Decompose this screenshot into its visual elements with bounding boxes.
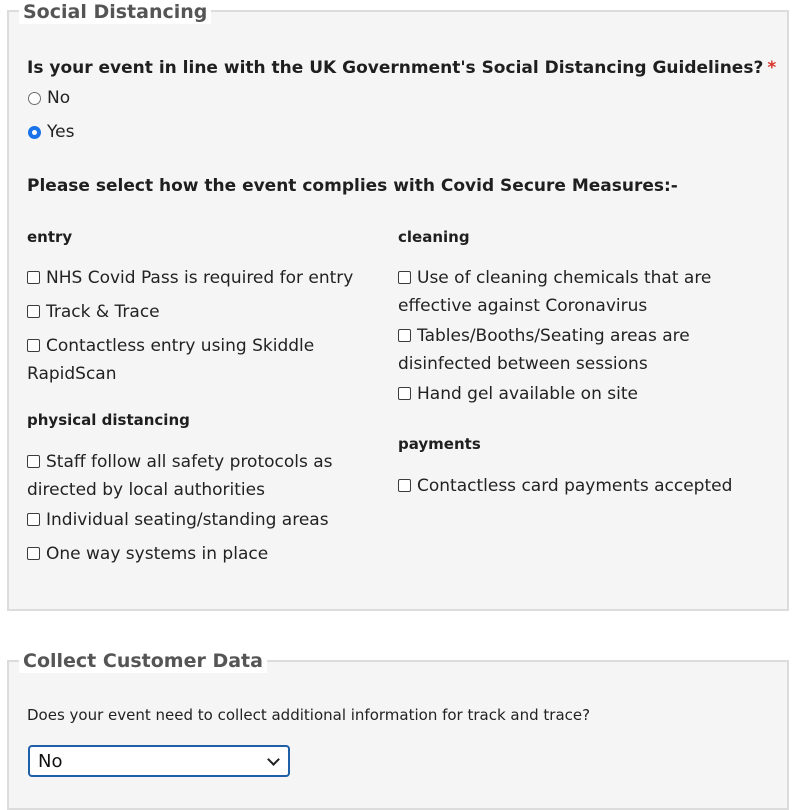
checkbox-label[interactable]: One way systems in place xyxy=(46,544,269,564)
collect-customer-data-legend: Collect Customer Data xyxy=(19,649,267,673)
checkbox-label[interactable]: Use of cleaning chemicals that are effective against Coronavirus xyxy=(398,268,712,316)
checkbox[interactable] xyxy=(398,329,411,342)
track-trace-select-value[interactable]: No xyxy=(38,750,63,772)
checkbox-label[interactable]: Track & Trace xyxy=(46,302,160,322)
checkbox-item[interactable] xyxy=(398,380,743,408)
radio-option-no[interactable] xyxy=(28,88,70,108)
group-title-entry: entry xyxy=(27,228,73,246)
radio-no[interactable] xyxy=(28,92,41,105)
checkbox[interactable] xyxy=(27,513,40,526)
checkbox-item[interactable] xyxy=(27,332,347,388)
checkbox[interactable] xyxy=(27,547,40,560)
checkbox[interactable] xyxy=(27,305,40,318)
group-title-cleaning: cleaning xyxy=(398,228,470,246)
radio-no-label[interactable]: No xyxy=(47,88,71,108)
radio-yes-label[interactable]: Yes xyxy=(47,122,75,142)
checkbox[interactable] xyxy=(398,479,411,492)
checkbox-item[interactable] xyxy=(27,264,372,292)
checkbox-item[interactable] xyxy=(27,448,347,504)
social-distancing-legend: Social Distancing xyxy=(19,0,211,24)
checkbox-label[interactable]: Hand gel available on site xyxy=(417,384,638,404)
checkbox[interactable] xyxy=(398,387,411,400)
checkbox-label[interactable]: Staff follow all safety protocols as directed by local authorities xyxy=(27,452,333,500)
checkbox-label[interactable]: NHS Covid Pass is required for entry xyxy=(46,268,354,288)
checkbox-item[interactable] xyxy=(27,540,372,568)
track-trace-question: Does your event need to collect additional information for track and trace? xyxy=(27,706,591,724)
group-title-physical-distancing: physical distancing xyxy=(27,411,190,429)
required-marker: * xyxy=(767,58,777,78)
checkbox-label[interactable]: Individual seating/standing areas xyxy=(46,510,329,530)
checkbox[interactable] xyxy=(27,339,40,352)
checkbox[interactable] xyxy=(27,455,40,468)
checkbox-label[interactable]: Contactless card payments accepted xyxy=(417,476,733,496)
checkbox-item[interactable] xyxy=(27,298,372,326)
checkbox-label[interactable]: Contactless entry using Skiddle RapidScan xyxy=(27,336,315,384)
social-distancing-fieldset xyxy=(7,1,789,611)
radio-yes[interactable] xyxy=(28,126,41,139)
checkbox-item[interactable] xyxy=(398,322,728,378)
group-title-payments: payments xyxy=(398,435,481,453)
checkbox-label[interactable]: Tables/Booths/Seating areas are disinfected between sessions xyxy=(398,326,690,374)
collect-customer-data-fieldset xyxy=(7,650,789,810)
measures-heading: Please select how the event complies with Covid Secure Measures:- xyxy=(27,176,678,196)
checkbox-item[interactable] xyxy=(27,506,372,534)
guidelines-question xyxy=(27,58,776,78)
checkbox-item[interactable] xyxy=(398,472,743,500)
checkbox[interactable] xyxy=(398,271,411,284)
checkbox[interactable] xyxy=(27,271,40,284)
chevron-down-icon[interactable] xyxy=(267,753,280,766)
checkbox-item[interactable] xyxy=(398,264,728,320)
radio-option-yes[interactable] xyxy=(28,122,74,142)
track-trace-select[interactable] xyxy=(28,745,290,777)
guidelines-question-text: Is your event in line with the UK Government's Social Distancing Guidelines? xyxy=(27,58,764,78)
